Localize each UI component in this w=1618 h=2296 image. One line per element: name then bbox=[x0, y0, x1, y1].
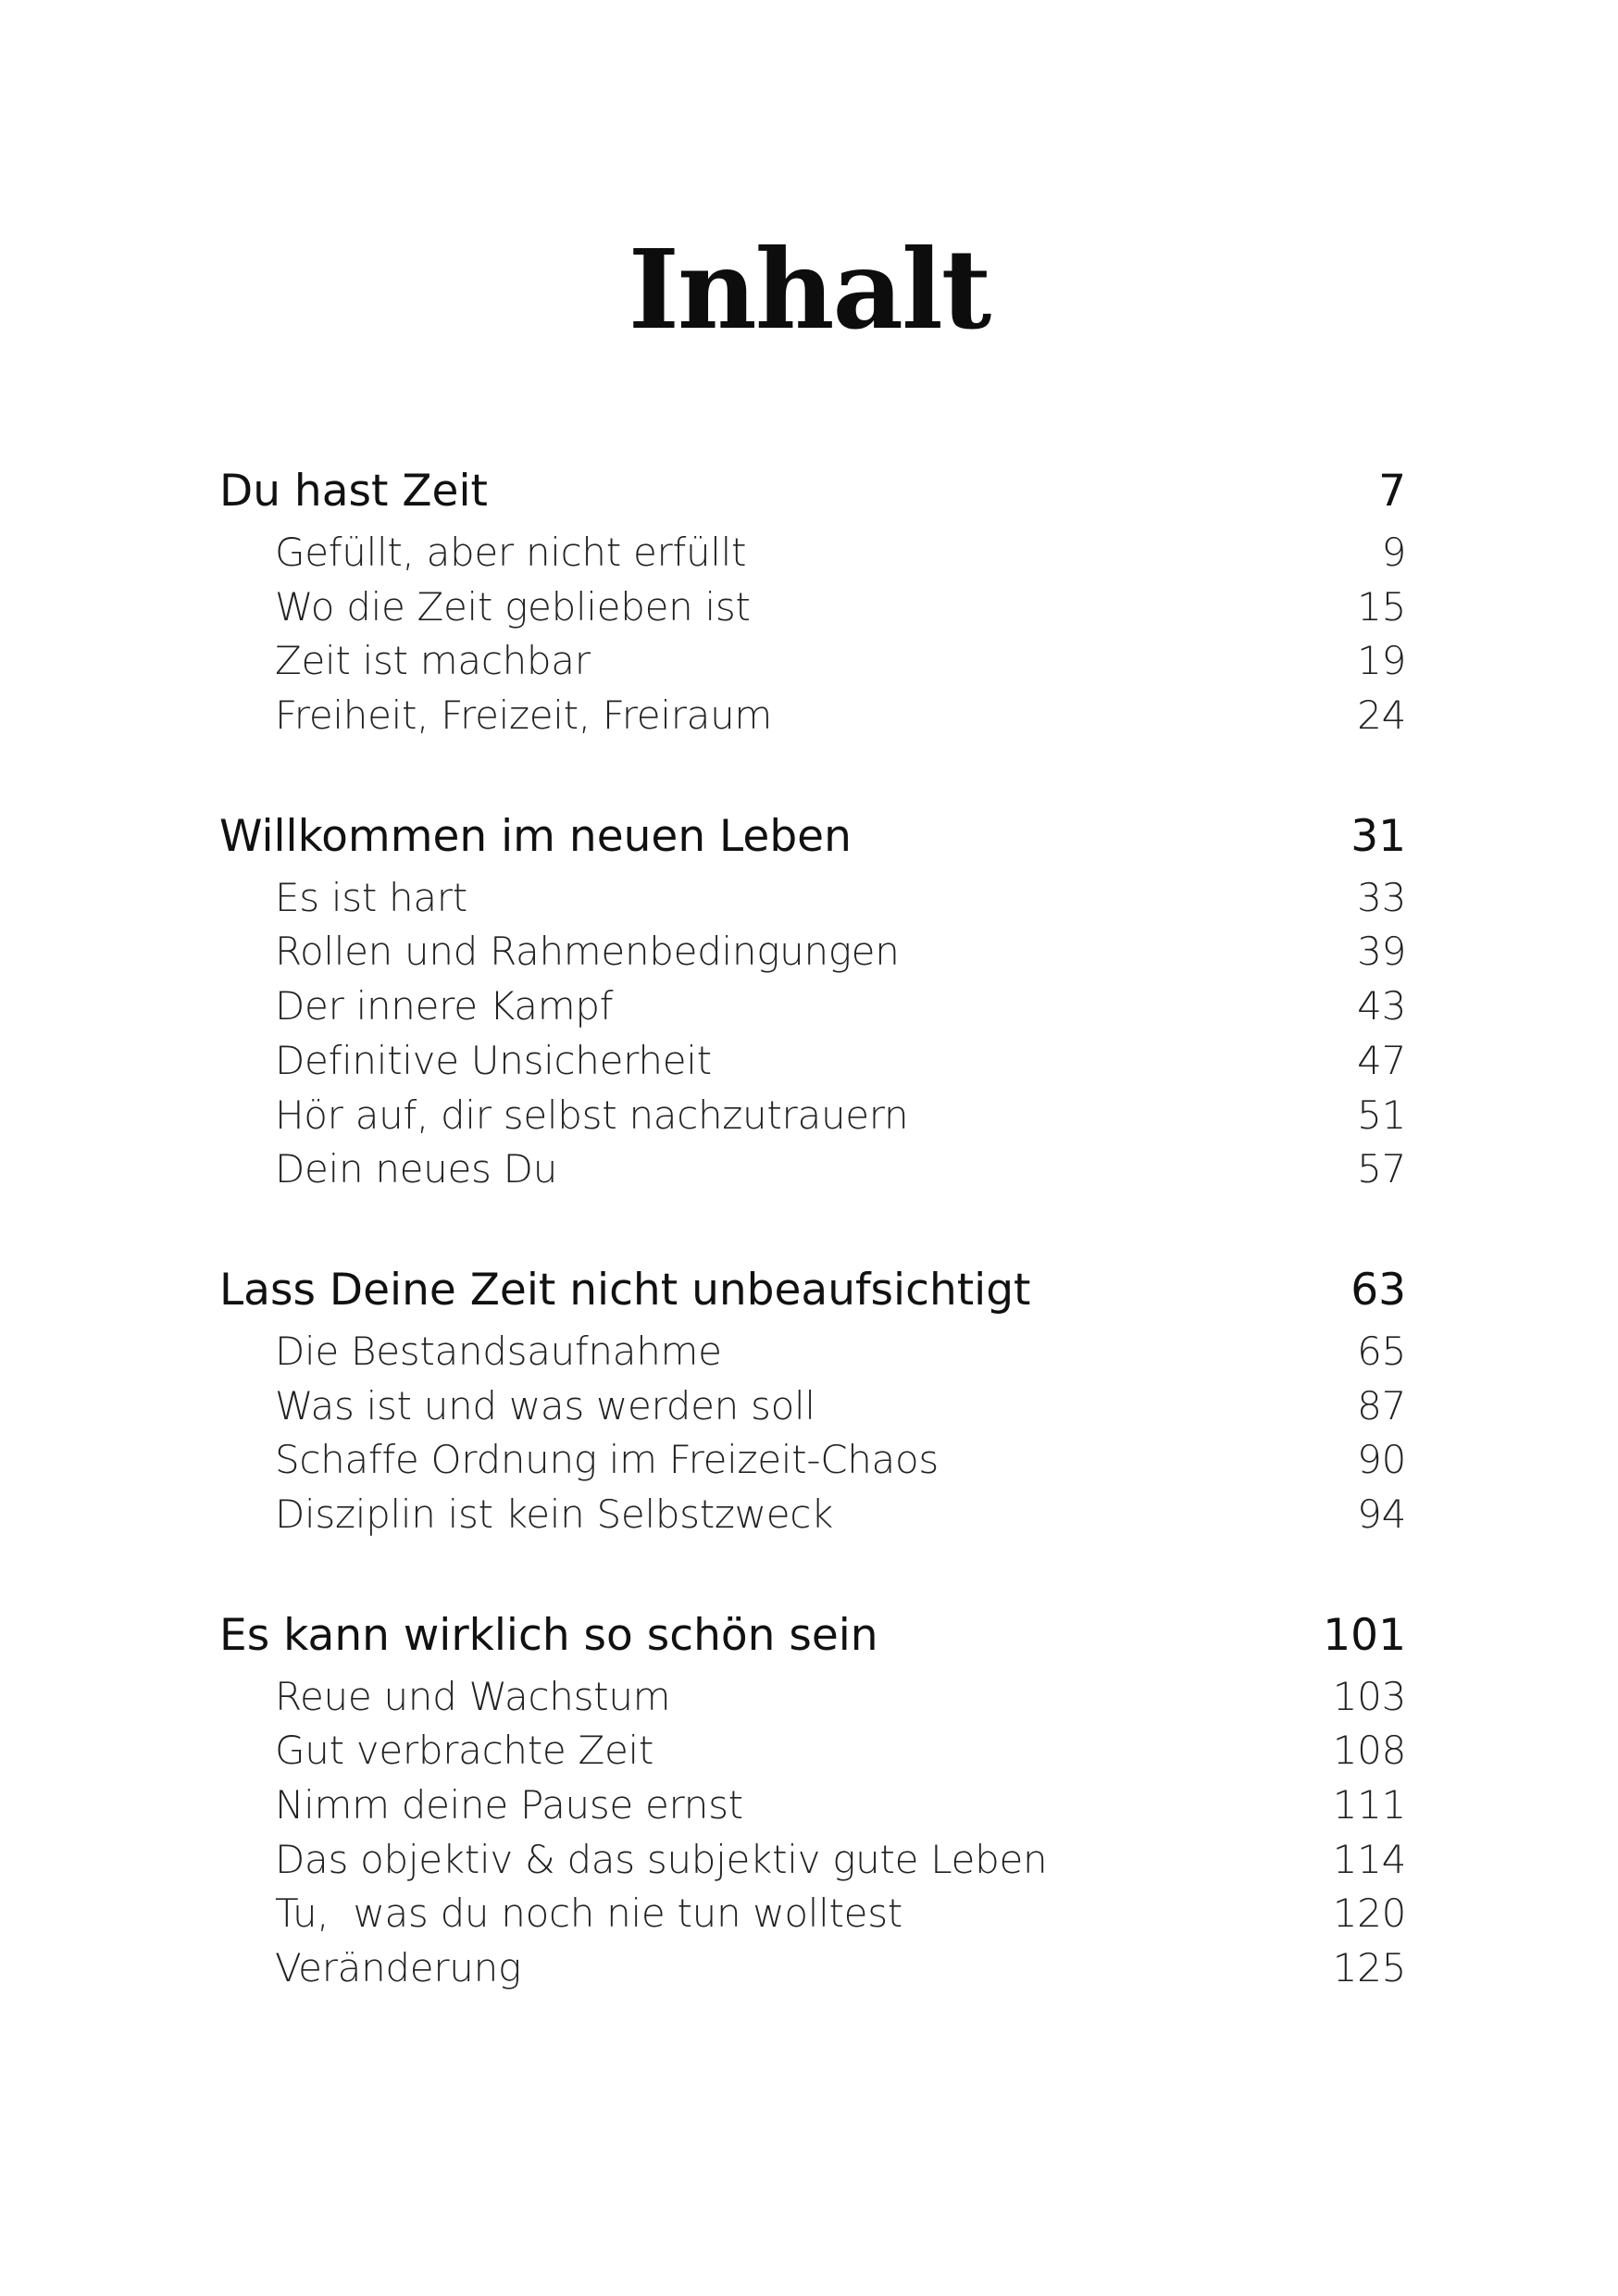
entry-page-number: 87 bbox=[1357, 1382, 1406, 1429]
entry-title: Disziplin ist kein Selbstzweck bbox=[275, 1491, 834, 1537]
toc-entry bbox=[219, 1887, 1406, 1941]
entry-title: Tu, was du noch nie tun wolltest bbox=[275, 1890, 902, 1937]
chapter-title: Lass Deine Zeit nicht unbeaufsichtigt bbox=[219, 1264, 1031, 1316]
entry-page-number: 111 bbox=[1332, 1782, 1406, 1828]
entry-page-number: 90 bbox=[1357, 1437, 1406, 1483]
entry-page-number: 114 bbox=[1332, 1836, 1406, 1882]
entry-page-number: 120 bbox=[1332, 1890, 1406, 1937]
entry-page-number: 103 bbox=[1332, 1673, 1406, 1719]
entry-title: Schaffe Ordnung im Freizeit-Chaos bbox=[275, 1437, 939, 1483]
entry-title: Gut verbrachte Zeit bbox=[275, 1728, 654, 1774]
entry-title: Reue und Wachstum bbox=[275, 1673, 671, 1719]
chapter-page-number: 7 bbox=[1378, 466, 1406, 517]
toc-entry bbox=[219, 925, 1406, 980]
entry-title: Wo die Zeit geblieben ist bbox=[275, 583, 751, 630]
chapter-heading bbox=[219, 805, 1406, 869]
toc-chapter bbox=[219, 1258, 1406, 1542]
chapter-page-number: 31 bbox=[1350, 810, 1406, 862]
entry-page-number: 51 bbox=[1357, 1092, 1406, 1138]
toc-entry bbox=[219, 1941, 1406, 1996]
entry-title: Nimm deine Pause ernst bbox=[275, 1782, 743, 1828]
entry-page-number: 9 bbox=[1381, 530, 1406, 575]
toc-entry bbox=[219, 1089, 1406, 1143]
entry-page-number: 33 bbox=[1357, 874, 1406, 920]
entry-page-number: 65 bbox=[1357, 1328, 1406, 1374]
toc-chapter bbox=[219, 459, 1406, 743]
toc-entry bbox=[219, 1433, 1406, 1488]
entry-page-number: 19 bbox=[1357, 638, 1406, 684]
toc-chapter bbox=[219, 1603, 1406, 1996]
toc-entry bbox=[219, 980, 1406, 1034]
entry-page-number: 108 bbox=[1332, 1728, 1406, 1774]
entry-page-number: 125 bbox=[1332, 1945, 1406, 1991]
toc-entry bbox=[219, 689, 1406, 743]
entry-title: Der innere Kampf bbox=[275, 983, 614, 1029]
entry-title: Rollen und Rahmenbedingungen bbox=[275, 929, 900, 975]
toc-entry bbox=[219, 1670, 1406, 1725]
entry-title: Was ist und was werden soll bbox=[275, 1382, 815, 1429]
chapter-heading bbox=[219, 459, 1406, 524]
toc-entry bbox=[219, 580, 1406, 635]
chapter-heading bbox=[219, 1258, 1406, 1323]
entry-title: Zeit ist machbar bbox=[275, 638, 591, 684]
entry-page-number: 24 bbox=[1357, 693, 1406, 739]
toc-entry bbox=[219, 1778, 1406, 1833]
entry-page-number: 57 bbox=[1357, 1146, 1406, 1192]
entry-page-number: 94 bbox=[1357, 1491, 1406, 1537]
entry-title: Das objektiv & das subjektiv gute Leben bbox=[275, 1836, 1048, 1882]
entry-title: Veränderung bbox=[275, 1945, 521, 1991]
toc-entry bbox=[219, 1325, 1406, 1379]
toc-entry bbox=[219, 1379, 1406, 1434]
toc-entry bbox=[219, 1724, 1406, 1778]
toc-entry bbox=[219, 1488, 1406, 1542]
entry-page-number: 47 bbox=[1357, 1037, 1406, 1083]
chapter-title: Willkommen im neuen Leben bbox=[219, 810, 852, 862]
entry-title: Es ist hart bbox=[275, 874, 467, 920]
chapter-page-number: 63 bbox=[1350, 1264, 1406, 1316]
chapter-title: Du hast Zeit bbox=[219, 466, 488, 517]
chapter-title: Es kann wirklich so schön sein bbox=[219, 1609, 878, 1661]
chapter-heading bbox=[219, 1603, 1406, 1668]
entry-page-number: 15 bbox=[1357, 583, 1406, 630]
toc-entry bbox=[219, 634, 1406, 689]
chapter-page-number: 101 bbox=[1323, 1609, 1406, 1661]
toc-entry bbox=[219, 1034, 1406, 1089]
toc-entry bbox=[219, 526, 1406, 580]
toc-entry bbox=[219, 871, 1406, 926]
entry-page-number: 39 bbox=[1357, 929, 1406, 975]
entry-title: Definitive Unsicherheit bbox=[275, 1037, 712, 1083]
entry-title: Gefüllt, aber nicht erfüllt bbox=[275, 530, 747, 575]
entry-page-number: 43 bbox=[1357, 983, 1406, 1029]
toc-entry bbox=[219, 1833, 1406, 1888]
toc-chapter bbox=[219, 805, 1406, 1197]
toc-entry bbox=[219, 1142, 1406, 1197]
entry-title: Hör auf, dir selbst nachzutrauern bbox=[275, 1092, 909, 1138]
table-of-contents bbox=[219, 459, 1406, 2057]
entry-title: Freiheit, Freizeit, Freiraum bbox=[275, 693, 773, 739]
entry-title: Die Bestandsaufnahme bbox=[275, 1328, 722, 1374]
entry-title: Dein neues Du bbox=[275, 1146, 558, 1192]
page-title: Inhalt bbox=[628, 225, 990, 354]
